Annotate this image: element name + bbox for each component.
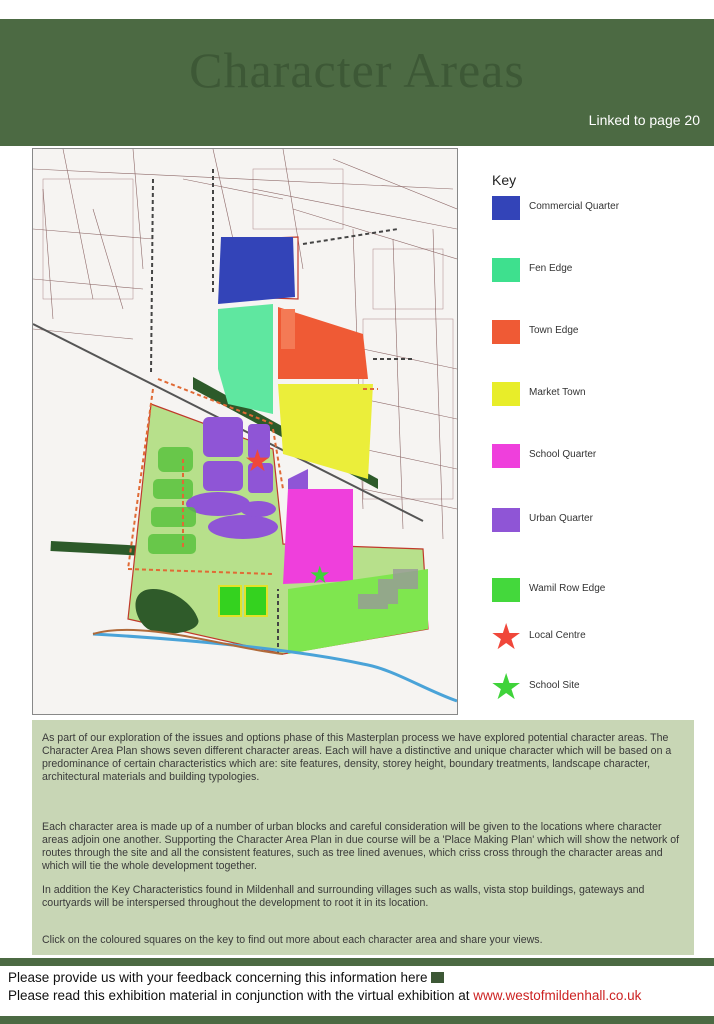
exhibition-text: Please read this exhibition material in conjunction with the virtual exhibition at [8,988,470,1003]
feedback-line [8,970,444,985]
key-label: School Quarter [529,449,597,460]
key-swatch[interactable] [492,444,520,468]
key-item-market-town[interactable] [492,382,702,408]
key-label: School Site [529,680,580,691]
school-site-star: ★ [309,561,331,589]
fen-edge-area [218,304,273,414]
key-label: Town Edge [529,325,579,336]
description-paragraph: As part of our exploration of the issues and options phase of this Masterplan process we have explored potential character areas. The Character Area Plan shows seven different character areas. Each will have a distinctive and unique character which will be based on a predominance of certain characteristics which are: site features, density, storey height, boundary treatments, landscape character, architectural materials and building typologies. [42,732,672,783]
key-label: Wamil Row Edge [529,583,606,594]
bottom-band [0,1016,714,1024]
local-centre-star: ★ [244,444,271,479]
key-swatch[interactable] [492,196,520,220]
key-item-school-site[interactable] [490,666,702,707]
linked-page-note[interactable]: Linked to page 20 [588,112,700,128]
key-swatch[interactable] [492,382,520,406]
key-swatch[interactable] [492,320,520,344]
map-drawing [33,149,457,714]
key-item-school-quarter[interactable] [492,444,702,470]
key-item-fen-edge[interactable] [492,258,702,284]
key-swatch[interactable] [492,508,520,532]
character-area-map [32,148,458,715]
market-town-area [278,384,373,479]
key-title: Key [492,172,517,188]
exhibition-link[interactable]: www.westofmildenhall.co.uk [473,988,642,1003]
star-icon[interactable]: ★ [490,666,523,707]
key-swatch[interactable] [492,578,520,602]
key-label: Fen Edge [529,263,573,274]
feedback-text: Please provide us with your feedback concerning this information here [8,970,428,985]
key-item-urban-quarter[interactable] [492,508,702,534]
key-item-commercial-quarter[interactable] [492,196,702,222]
description-paragraph: Click on the coloured squares on the key to find out more about each character area and share your views. [42,934,543,946]
key-item-local-centre[interactable] [490,616,702,657]
map-key [492,172,702,712]
star-icon[interactable]: ★ [490,616,523,657]
key-label: Urban Quarter [529,513,593,524]
key-item-town-edge[interactable] [492,320,702,346]
key-swatch[interactable] [492,258,520,282]
description-paragraph: Each character area is made up of a number of urban blocks and careful consideration will be given to the locations where character areas adjoin one another. Supporting the Character Area Plan in due course will be a 'Place Making Plan' which will show the network of routes through the site and all the consistent features, such as tree lined avenues, which criss cross through the character areas and which will tie the whole development together. [42,821,680,872]
commercial-quarter-area [218,237,295,304]
exhibition-line [8,988,641,1003]
key-label: Commercial Quarter [529,201,620,212]
description-panel [32,720,694,955]
key-label: Market Town [529,387,586,398]
header-banner [0,19,714,146]
key-item-wamil-row-edge[interactable] [492,578,702,604]
divider-band [0,958,714,966]
description-paragraph: In addition the Key Characteristics found in Mildenhall and surrounding villages such as walls, vista stop buildings, gateways and courtyards will be interspersed throughout the development to root it in its location. [42,884,645,909]
page-title: Character Areas [189,42,525,98]
feedback-button[interactable] [431,972,444,983]
key-label: Local Centre [529,630,586,641]
